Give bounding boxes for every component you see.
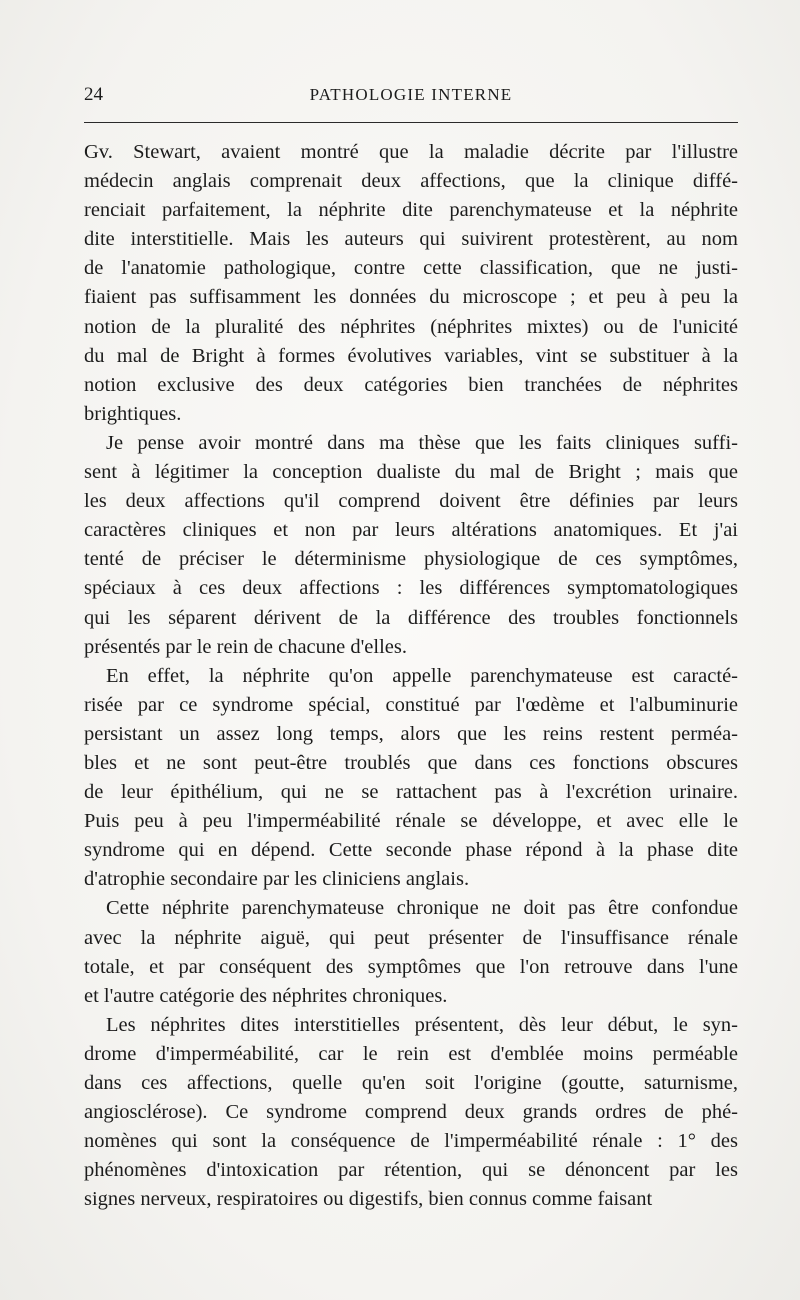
paragraph — [84, 662, 738, 895]
text-line: notion de la pluralité des néphrites (néphrites mixtes) ou de l'unicité — [84, 315, 738, 338]
text-line: et l'autre catégorie des néphrites chroniques. — [84, 984, 448, 1007]
text-line: notion exclusive des deux catégories bien tranchées de néphrites — [84, 373, 738, 396]
text-line: présentés par le rein de chacune d'elles. — [84, 635, 407, 658]
text-line: tenté de préciser le déterminisme physiologique de ces symptômes, — [84, 548, 738, 571]
text-line: de leur épithélium, qui ne se rattachent pas à l'excrétion urinaire. — [84, 781, 738, 804]
text-line: persistant un assez long temps, alors que les reins restent perméa- — [84, 722, 738, 745]
text-line: nomènes qui sont la conséquence de l'imperméabilité rénale : 1° des — [84, 1130, 738, 1153]
text-line: Gv. Stewart, avaient montré que la maladie décrite par l'illustre — [84, 141, 738, 163]
text-line: Je pense avoir montré dans ma thèse que les faits cliniques suffi- — [106, 431, 738, 454]
text-line: médecin anglais comprenait deux affections, que la clinique diffé- — [84, 170, 738, 193]
text-line: phénomènes d'intoxication par rétention, qui se dénoncent par les — [84, 1159, 738, 1182]
text-line: Cette néphrite parenchymateuse chronique ne doit pas être confondue — [106, 897, 738, 920]
text-line: spéciaux à ces deux affections : les différences symptomatologiques — [84, 577, 738, 600]
text-line: d'atrophie secondaire par les cliniciens anglais. — [84, 868, 470, 891]
text-line: du mal de Bright à formes évolutives variables, vint se substituer à la — [84, 344, 738, 367]
text-line: dans ces affections, quelle qu'en soit l'origine (goutte, saturnisme, — [84, 1072, 738, 1094]
text-line: syndrome qui en dépend. Cette seconde phase répond à la phase dite — [84, 839, 738, 862]
text-line: qui les séparent dérivent de la différence des troubles fonctionnels — [84, 606, 738, 629]
text-line: fiaient pas suffisamment les données du microscope ; et peu à peu la — [84, 286, 738, 309]
text-line: risée par ce syndrome spécial, constitué par l'œdème et l'albuminurie — [84, 693, 738, 716]
page-header — [84, 80, 738, 110]
page-number: 24 — [84, 84, 103, 105]
text-line: Puis peu à peu l'imperméabilité rénale se développe, et avec elle le — [84, 810, 738, 833]
text-line: Les néphrites dites interstitielles présentent, dès leur début, le syn- — [106, 1013, 738, 1036]
text-line: les deux affections qu'il comprend doivent être définies par leurs — [84, 490, 738, 513]
text-line: bles et ne sont peut-être troublés que dans ces fonctions obscures — [84, 751, 738, 774]
text-line: signes nerveux, respiratoires ou digestifs, bien connus comme faisant — [84, 1188, 653, 1211]
text-line: de l'anatomie pathologique, contre cette classification, que ne justi- — [84, 257, 738, 280]
paragraph — [84, 894, 738, 1010]
text-line: drome d'imperméabilité, car le rein est d'emblée moins perméable — [84, 1042, 738, 1065]
text-line: caractères cliniques et non par leurs altérations anatomiques. Et j'ai — [84, 519, 738, 542]
text-line: angiosclérose). Ce syndrome comprend deux grands ordres de phé- — [84, 1101, 738, 1124]
header-rule — [84, 122, 738, 123]
text-line: sent à légitimer la conception dualiste du mal de Bright ; mais que — [84, 461, 738, 484]
text-line: dite interstitielle. Mais les auteurs qui suivirent protestèrent, au nom — [84, 228, 738, 251]
text-line: totale, et par conséquent des symptômes que l'on retrouve dans l'une — [84, 955, 738, 978]
text-line: avec la néphrite aiguë, qui peut présenter de l'insuffisance rénale — [84, 926, 738, 949]
text-line: En effet, la néphrite qu'on appelle parenchymateuse est caracté- — [106, 664, 738, 687]
paragraph — [84, 1011, 738, 1215]
paragraph — [84, 429, 738, 662]
paragraph — [84, 138, 738, 429]
text-line: brightiques. — [84, 402, 182, 425]
body-text — [84, 138, 738, 1214]
text-line: renciait parfaitement, la néphrite dite parenchymateuse et la néphrite — [84, 199, 738, 222]
running-title: PATHOLOGIE INTERNE — [309, 85, 513, 104]
